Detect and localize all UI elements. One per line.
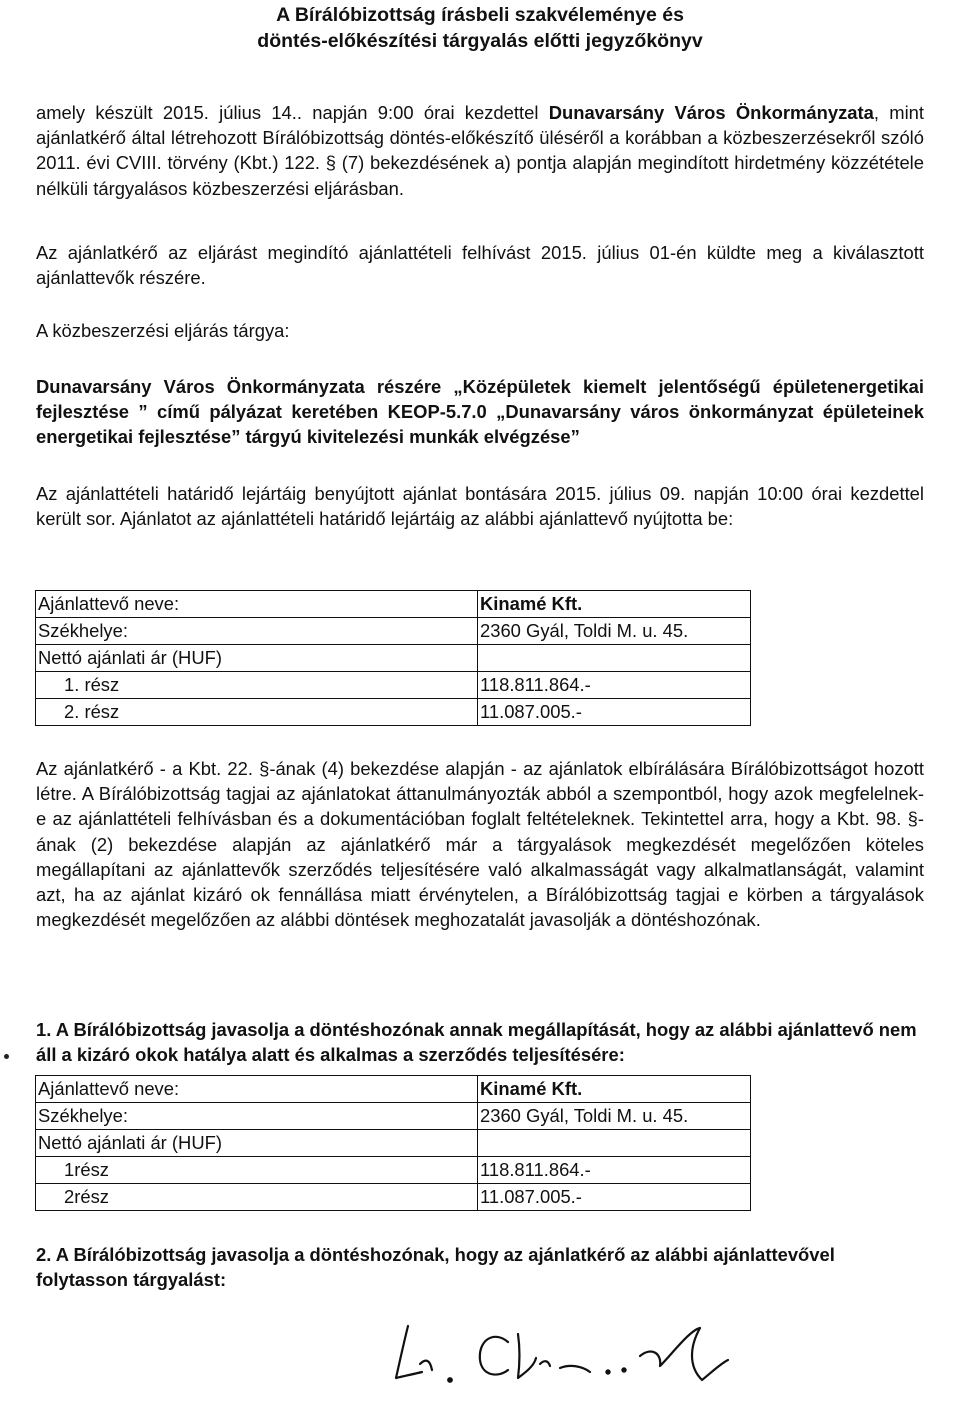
- net-price-empty-cell: [478, 1130, 751, 1157]
- seat-value: 2360 Gyál, Toldi M. u. 45.: [478, 618, 751, 645]
- table-row: [36, 591, 751, 618]
- proposal-2: 2. A Bírálóbizottság javasolja a döntéshozónak, hogy az ajánlatkérő az alábbi ajánlattevővel folytasson tárgyalást:: [36, 1244, 835, 1291]
- bid-table-1: [35, 590, 751, 726]
- document-title-line-2: döntés-előkészítési tárgyalás előtti jegyzőkönyv: [257, 30, 703, 52]
- proposal-1: 1. A Bírálóbizottság javasolja a döntéshozónak annak megállapítását, hogy az alábbi ajánlattevő nem áll a kizáró okok hatálya alatt és alkalmas a szerződés teljesítésére:: [36, 1019, 917, 1066]
- seat-label: Székhelye:: [36, 1103, 478, 1130]
- committee-paragraph: Az ajánlatkérő - a Kbt. 22. §-ának (4) bekezdése alapján - az ajánlatok elbírálására Bírálóbizottságot hozott létre. A Bírálóbizottság tagjai az ajánlatokat áttanulmányozták abból a szempontból, hogy azok megfelelnek-e az ajánlattételi felhívásban és a dokumentációban foglalt feltételeknek. Tekintettel arra, hogy a Kbt. 98. §-ának (2) bekezdése alapján az ajánlatkérő már a tárgyalások megkezdését megelőzően köteles megállapítani az ajánlattevők szerződés teljesítésére való alkalmasságát vagy alkalmatlanságát, valamint azt, ha az ajánlat kizáró ok fennállása miatt érvénytelen, a Bírálóbizottság tagjai e körben a tárgyalások megkezdését megelőzően az alábbi döntések meghozatalát javasolják a döntéshozónak.: [36, 758, 924, 931]
- document-title-line-1: A Bírálóbizottság írásbeli szakvéleménye és: [276, 4, 684, 26]
- part-1-value: 118.811.864.-: [478, 1157, 751, 1184]
- net-price-label: Nettó ajánlati ár (HUF): [36, 1130, 478, 1157]
- bidder-name-label: Ajánlattevő neve:: [36, 1076, 478, 1103]
- table-row: [36, 699, 751, 726]
- intro-municipality: Dunavarsány Város Önkormányzata: [548, 102, 874, 123]
- procurement-subject: Dunavarsány Város Önkormányzata részére „Középületek kiemelt jelentőségű épületenergetikai fejlesztése ” című pályázat keretében KEOP-5.7.0 „Dunavarsány város önkormányzat épületeinek energetikai fejlesztése” tárgyú kivitelezési munkák elvégzése”: [36, 376, 924, 448]
- seat-value: 2360 Gyál, Toldi M. u. 45.: [478, 1103, 751, 1130]
- table-row: [36, 1184, 751, 1211]
- bidder-name-label: Ajánlattevő neve:: [36, 591, 478, 618]
- seat-label: Székhelye:: [36, 618, 478, 645]
- subject-label: A közbeszerzési eljárás tárgya:: [36, 320, 290, 341]
- bidder-name-value: Kinamé Kft.: [478, 591, 751, 618]
- part-1-value: 118.811.864.-: [478, 672, 751, 699]
- bid-opening-paragraph: Az ajánlattételi határidő lejártáig benyújtott ajánlat bontására 2015. július 09. napján 10:00 órai kezdettel került sor. Ajánlatot az ajánlattételi határidő lejártáig az alábbi ajánlattevő nyújtotta be:: [36, 483, 924, 530]
- part-1-label: 1rész: [36, 1157, 478, 1184]
- invitation-paragraph: Az ajánlatkérő az eljárást megindító ajánlattételi felhívást 2015. július 01-én küldte meg a kiválasztott ajánlattevők részére.: [36, 242, 924, 289]
- table-row: [36, 672, 751, 699]
- bidder-name-value: Kinamé Kft.: [478, 1076, 751, 1103]
- part-2-value: 11.087.005.-: [478, 1184, 751, 1211]
- net-price-label: Nettó ajánlati ár (HUF): [36, 645, 478, 672]
- handwritten-signature-icon: [390, 1320, 770, 1390]
- table-row: [36, 618, 751, 645]
- part-1-label: 1. rész: [36, 672, 478, 699]
- part-2-value: 11.087.005.-: [478, 699, 751, 726]
- bid-table-2: [35, 1075, 751, 1211]
- intro-text-1: amely készült 2015. július 14.. napján 9:00 órai kezdettel: [36, 102, 549, 123]
- net-price-empty-cell: [478, 645, 751, 672]
- intro-text-2: , mint ajánlatkérő által létrehozott Bírálóbizottság döntés-előkészítő üléséről a korábban a közbeszerzésekről szóló 2011. évi CVIII. törvény (Kbt.) 122. § (7) bekezdésének a) pontja alapján megindított hirdetmény közzététele nélküli tárgyalásos közbeszerzési eljárásban.: [36, 102, 924, 199]
- table-row: [36, 1130, 751, 1157]
- table-row: [36, 645, 751, 672]
- table-row: [36, 1076, 751, 1103]
- part-2-label: 2. rész: [36, 699, 478, 726]
- bullet-dot: [4, 1054, 9, 1059]
- intro-paragraph: [36, 100, 924, 201]
- table-row: [36, 1157, 751, 1184]
- table-row: [36, 1103, 751, 1130]
- part-2-label: 2rész: [36, 1184, 478, 1211]
